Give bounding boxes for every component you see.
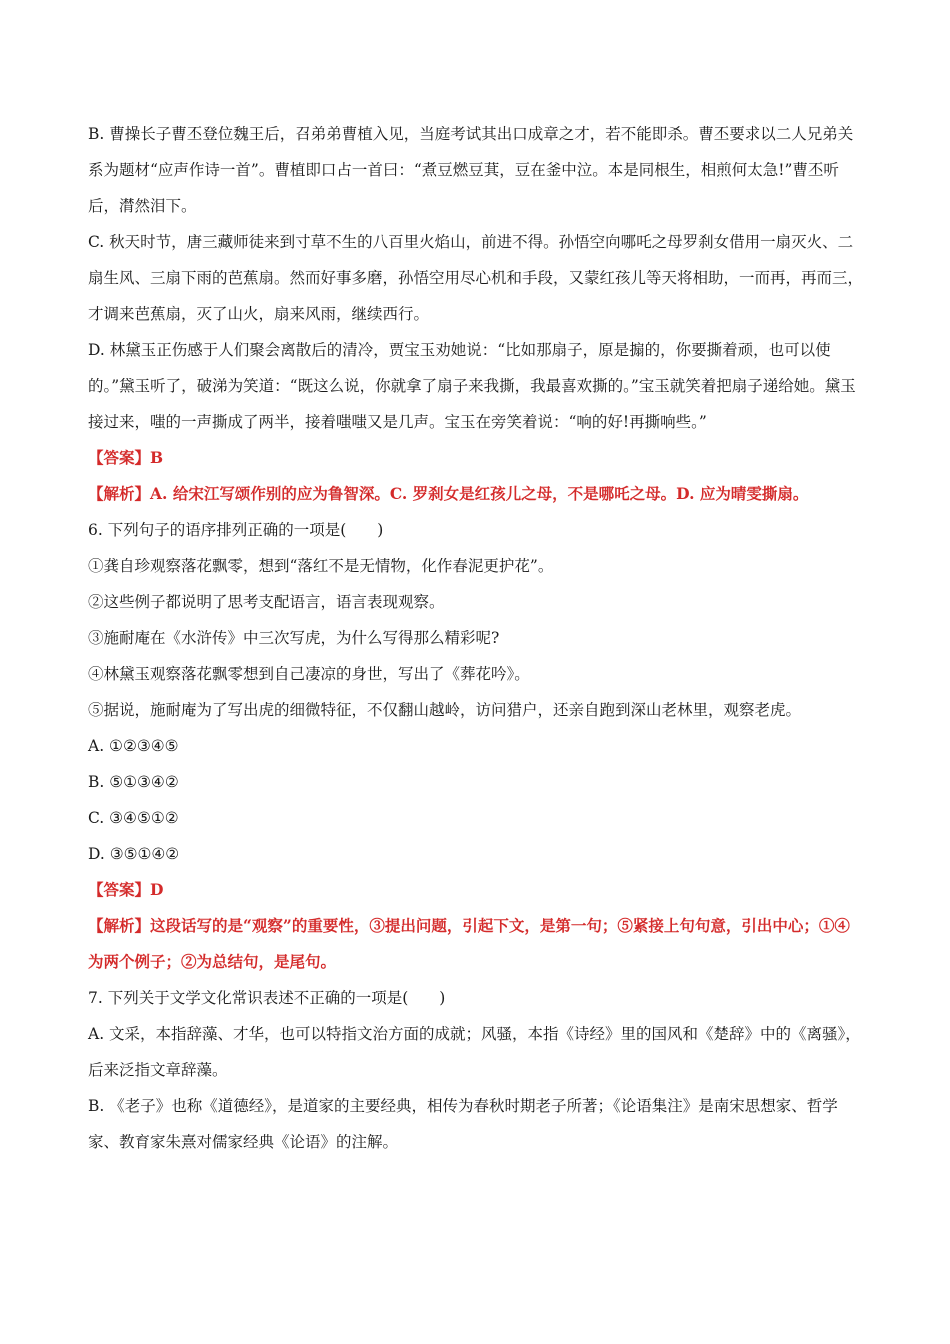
q6-option: B. ⑤①③④② [88,773,179,791]
q6-sentence: ①龚自珍观察落花飘零，想到“落红不是无情物，化作春泥更护花”。 [88,557,554,575]
q6-option: C. ③④⑤①② [88,809,179,827]
q5-option-d: D. 林黛玉正伤感于人们聚会离散后的清冷，贾宝玉劝她说：“比如那扇子，原是搧的，你要撕着顽，也可以使的。”黛玉听了，破涕为笑道：“既这么说，你就拿了扇子来我撕，我最喜欢撕的。”宝玉就笑着把扇子递给她。黛玉接过来，嗤的一声撕成了两半，接着嗤嗤又是几声。宝玉在旁笑着说：“响的好!再撕响些。” [88,341,856,431]
q5-option-b: B. 曹操长子曹丕登位魏王后，召弟弟曹植入见，当庭考试其出口成章之才，若不能即杀。曹丕要求以二人兄弟关系为题材“应声作诗一首”。曹植即口占一首曰：“煮豆燃豆萁，豆在釜中泣。本是同根生，相煎何太急!”曹丕听后，潸然泪下。 [88,125,854,215]
q6-sentence: ③施耐庵在《水浒传》中三次写虎，为什么写得那么精彩呢? [88,629,500,647]
q7-option-a: A. 文采，本指辞藻、才华，也可以特指文治方面的成就；风骚，本指《诗经》里的国风和《楚辞》中的《离骚》，后来泛指文章辞藻。 [88,1025,861,1079]
q6-sentence: ②这些例子都说明了思考支配语言，语言表现观察。 [88,593,445,611]
q7-stem: 7. 下列关于文学文化常识表述不正确的一项是( ) [88,989,446,1007]
q5-answer: 【答案】B [88,448,164,467]
q5-option-c: C. 秋天时节，唐三藏师徒来到寸草不生的八百里火焰山，前进不得。孙悟空向哪吒之母罗刹女借用一扇灭火、二扇生风、三扇下雨的芭蕉扇。然而好事多磨，孙悟空用尽心机和手段，又蒙红孩儿等天将相助，一而再，再而三，才调来芭蕉扇，灭了山火，扇来风雨，继续西行。 [88,233,864,323]
q6-analysis: 【解析】这段话写的是“观察”的重要性，③提出问题，引起下文，是第一句；⑤紧接上句句意，引出中心；①④为两个例子；②为总结句，是尾句。 [88,916,850,971]
q5-analysis: 【解析】A. 给宋江写颂作别的应为鲁智深。C. 罗刹女是红孩儿之母，不是哪吒之母。D. 应为晴雯撕扇。 [88,484,809,503]
q6-sentence: ⑤据说，施耐庵为了写出虎的细微特征，不仅翻山越岭，访问猎户，还亲自跑到深山老林里，观察老虎。 [88,701,802,719]
q6-option: A. ①②③④⑤ [88,737,179,755]
q6-answer: 【答案】D [88,880,164,899]
q6-stem: 6. 下列句子的语序排列正确的一项是( ) [88,521,384,539]
q7-option-b: B. 《老子》也称《道德经》，是道家的主要经典，相传为春秋时期老子所著；《论语集注》是南宋思想家、哲学家、教育家朱熹对儒家经典《论语》的注解。 [88,1097,838,1151]
q6-sentence: ④林黛玉观察落花飘零想到自己凄凉的身世，写出了《葬花吟》。 [88,665,530,683]
document-page [88,116,863,1160]
q6-option: D. ③⑤①④② [88,845,180,863]
